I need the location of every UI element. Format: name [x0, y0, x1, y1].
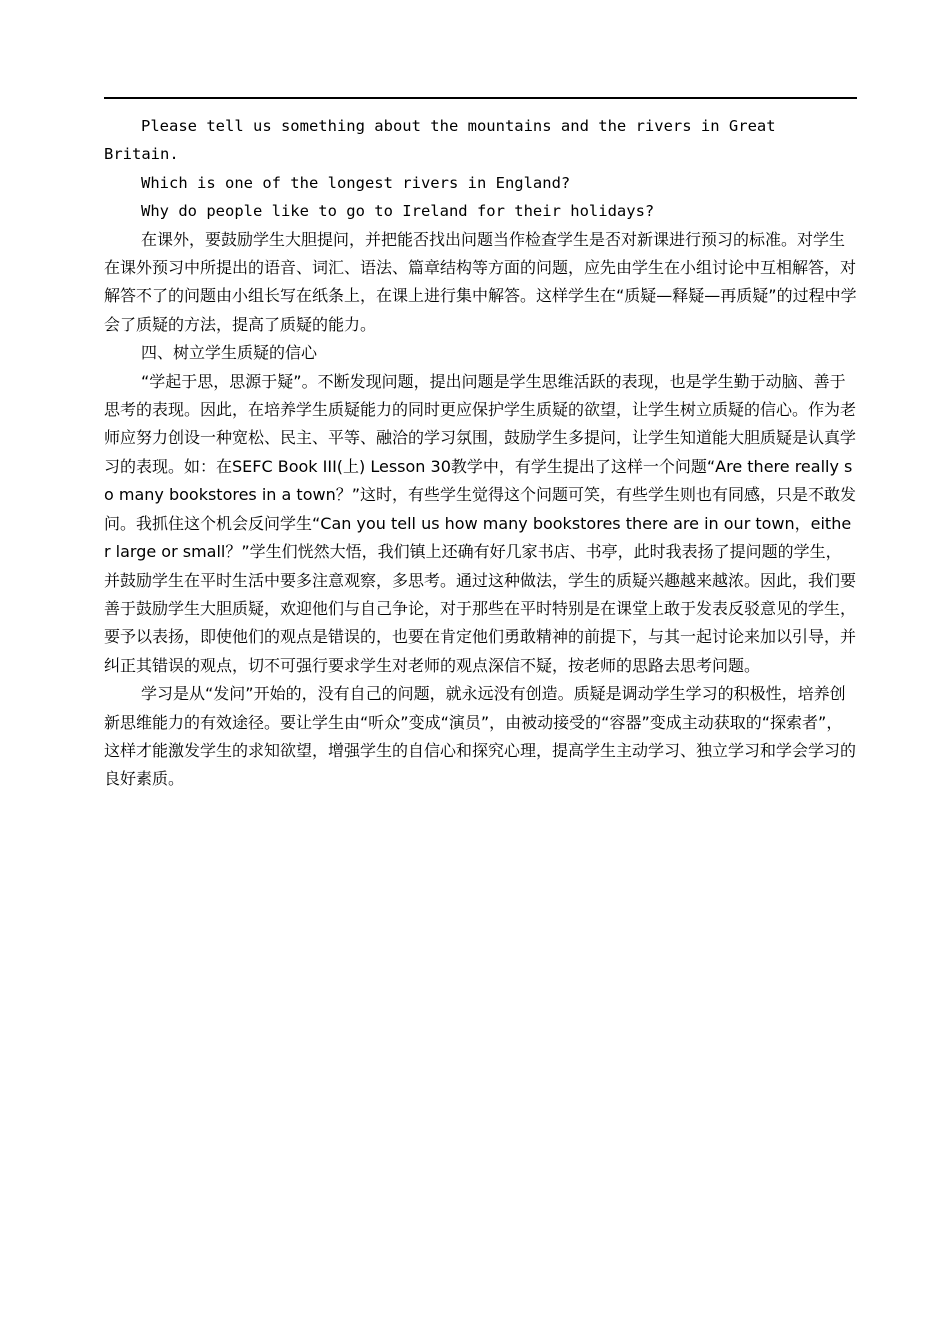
document-body: [104, 112, 857, 794]
header-rule: [104, 97, 857, 99]
body-paragraph: 在课外，要鼓励学生大胆提问，并把能否找出问题当作检查学生是否对新课进行预习的标准。对学生在课外预习中所提出的语音、词汇、语法、篇章结构等方面的问题，应先由学生在小组讨论中互相解答，对解答不了的问题由小组长写在纸条上，在课上进行集中解答。这样学生在“质疑—释疑—再质疑”的过程中学会了质疑的方法，提高了质疑的能力。: [104, 229, 857, 334]
section-heading: 四、树立学生质疑的信心: [141, 343, 318, 363]
question-paragraph: Which is one of the longest rivers in England?: [141, 173, 571, 192]
question-paragraph: Why do people like to go to Ireland for their holidays?: [141, 202, 655, 221]
question-paragraph: Please tell us something about the mountains and the rivers in Great Britain.: [104, 117, 785, 164]
body-paragraph: 学习是从“发问”开始的，没有自己的问题，就永远没有创造。质疑是调动学生学习的积极性，培养创新思维能力的有效途径。要让学生由“听众”变成“演员”，由被动接受的“容器”变成主动获取的“探索者”，这样才能激发学生的求知欲望，增强学生的自信心和探究心理，提高学生主动学习、独立学习和学会学习的良好素质。: [104, 684, 857, 789]
body-paragraph: “学起于思，思源于疑”。不断发现问题，提出问题是学生思维活跃的表现，也是学生勤于动脑、善于思考的表现。因此，在培养学生质疑能力的同时更应保护学生质疑的欲望，让学生树立质疑的信心。作为老师应努力创设一种宽松、民主、平等、融洽的学习氛围，鼓励学生多提问，让学生知道能大胆质疑是认真学习的表现。如：在SEFC Book III(上) Lesson 30教学中，有学生提出了这样一个问题“Are there really so many bookstores in a town？”这时，有些学生觉得这个问题可笑，有些学生则也有同感，只是不敢发问。我抓住这个机会反问学生“Can you tell us how many bookstores there are in our town，either large or small？”学生们恍然大悟，我们镇上还确有好几家书店、书亭，此时我表扬了提问题的学生，并鼓励学生在平时生活中要多注意观察，多思考。通过这种做法，学生的质疑兴趣越来越浓。因此，我们要善于鼓励学生大胆质疑，欢迎他们与自己争论，对于那些在平时特别是在课堂上敢于发表反驳意见的学生，要予以表扬，即使他们的观点是错误的，也要在肯定他们勇敢精神的前提下，与其一起讨论来加以引导，并纠正其错误的观点，切不可强行要求学生对老师的观点深信不疑，按老师的思路去思考问题。: [104, 371, 857, 675]
